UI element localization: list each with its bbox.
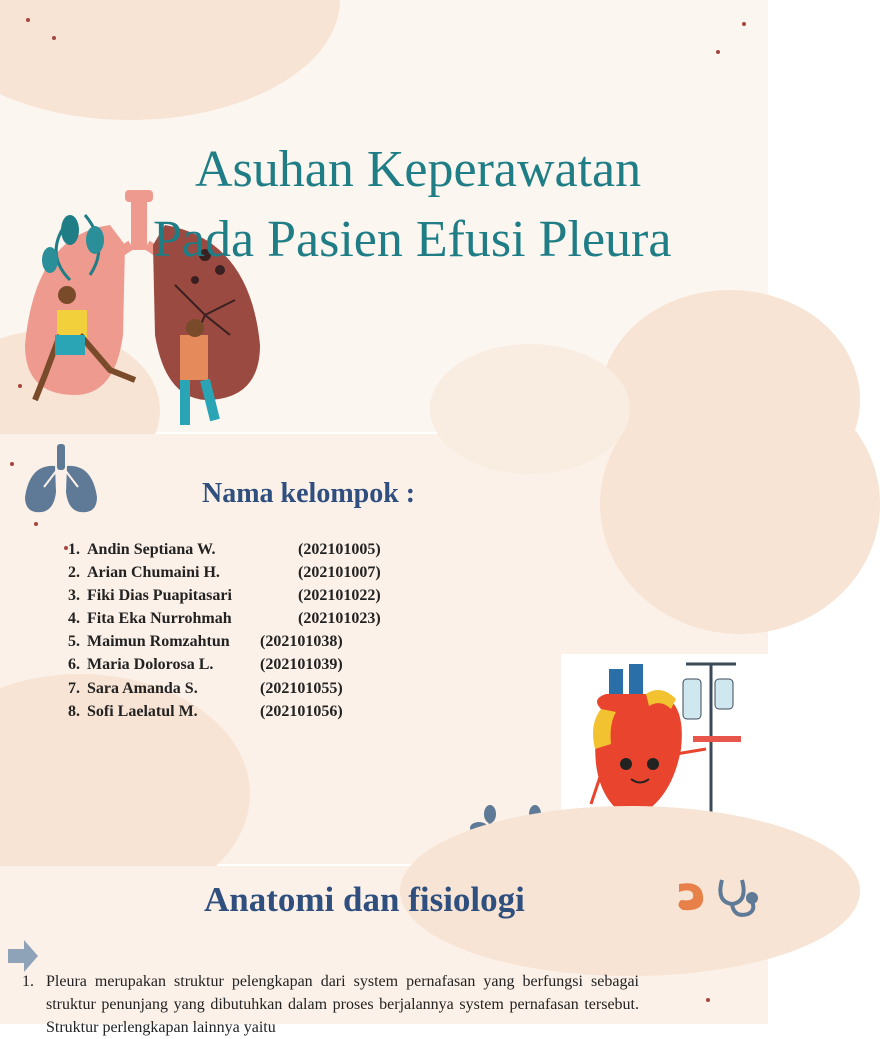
- list-item: 5. Maimun Romzahtun (202101038): [68, 633, 343, 651]
- arrow-right-icon: [8, 940, 38, 972]
- intestine-icon: [671, 876, 711, 916]
- list-item: 3. Fiki Dias Puapitasari (202101022): [68, 587, 381, 605]
- anatomy-heading: Anatomi dan fisiologi: [204, 880, 525, 919]
- list-item: 8. Sofi Laelatul M. (202101056): [68, 702, 343, 720]
- members-list: [68, 538, 381, 723]
- decor-speck: [716, 50, 720, 54]
- list-item: 4. Fita Eka Nurrohmah (202101023): [68, 610, 381, 628]
- decor-blob: [600, 374, 880, 634]
- title-line-1: Asuhan Keperawatan: [195, 141, 642, 198]
- decor-speck: [18, 384, 22, 388]
- decor-speck: [706, 998, 710, 1002]
- item-number: 1.: [22, 973, 34, 990]
- decor-speck: [64, 546, 68, 550]
- decor-speck: [52, 36, 56, 40]
- decor-speck: [742, 22, 746, 26]
- title-line-2: Pada Pasien Efusi Pleura: [153, 211, 672, 268]
- slide-members: [0, 434, 768, 864]
- decor-speck: [34, 522, 38, 526]
- decor-blob: [430, 344, 630, 474]
- slide-title: [0, 0, 768, 432]
- anatomy-paragraph: Pleura merupakan struktur pelengkapan dari system pernafasan yang berfungsi sebagai struktur penunjang yang dibutuhkan dalam proses berjalannya system pernafasan tersebut. Struktur perlengkapan lainnya yaitu: [46, 973, 639, 1036]
- decor-speck: [10, 462, 14, 466]
- members-heading: Nama kelompok :: [202, 478, 416, 509]
- decor-speck: [26, 18, 30, 22]
- list-item: 2. Arian Chumaini H. (202101007): [68, 564, 381, 582]
- decor-blob: [0, 0, 340, 120]
- stethoscope-icon: [712, 872, 762, 922]
- slide-anatomy: [0, 866, 768, 1036]
- list-item: 1. Andin Septiana W. (202101005): [68, 541, 381, 558]
- lungs-icon: [22, 442, 100, 514]
- list-item: 7. Sara Amanda S. (202101055): [68, 679, 343, 697]
- list-item: 6. Maria Dolorosa L. (202101039): [68, 656, 343, 674]
